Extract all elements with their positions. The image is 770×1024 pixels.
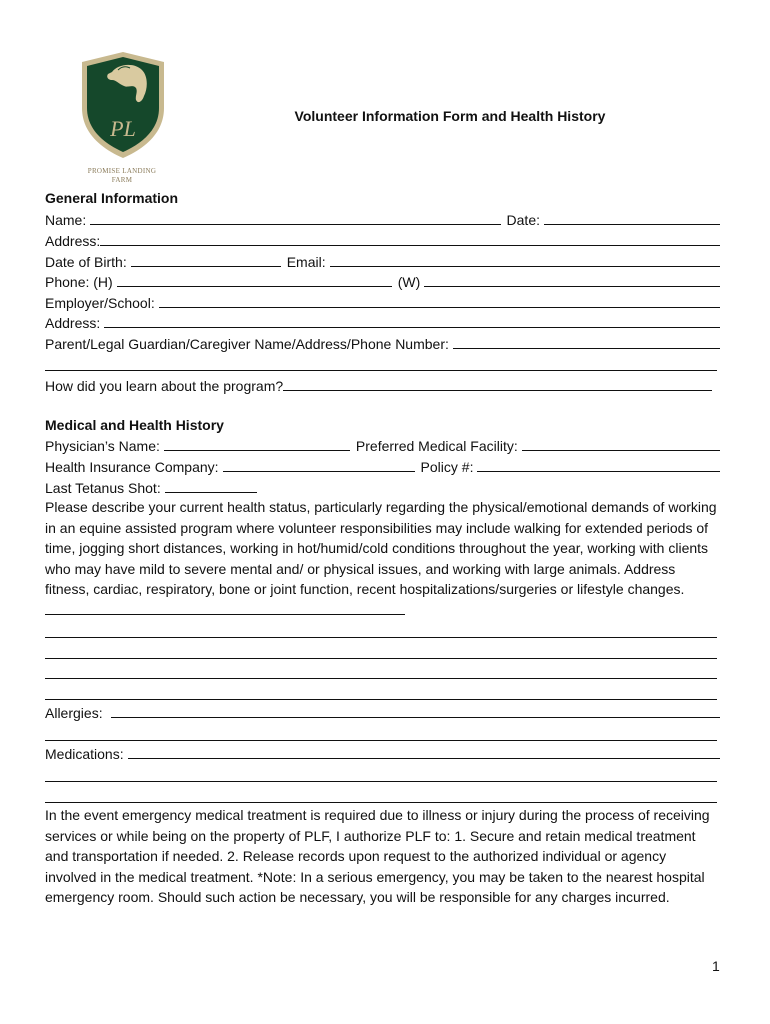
address-label: Address: bbox=[45, 233, 101, 249]
email-field[interactable] bbox=[330, 252, 720, 267]
phone-row bbox=[45, 270, 720, 290]
policy-label: Policy #: bbox=[420, 459, 474, 475]
medications-line-1[interactable] bbox=[45, 781, 717, 782]
learn-row bbox=[45, 374, 720, 394]
medical-heading: Medical and Health History bbox=[45, 417, 224, 433]
insurance-row bbox=[45, 455, 720, 475]
phone-home-field[interactable] bbox=[117, 272, 392, 287]
form-title: Volunteer Information Form and Health History bbox=[294, 108, 606, 124]
learn-label: How did you learn about the program? bbox=[45, 378, 284, 394]
farm-logo bbox=[78, 50, 168, 160]
page-number: 1 bbox=[712, 958, 720, 974]
medications-line-2[interactable] bbox=[45, 802, 717, 803]
physician-label: Physician’s Name: bbox=[45, 438, 160, 454]
health-status-question: Please describe your current health status, particularly regarding the physical/emotional demands of working in an equine assisted program where volunteer responsibilities may include walking for extended periods of time, jogging short distances, working in hot/humid/cold conditions throughout the year, working with clients who may have mild to severe mental and/ or physical issues, and working with large animals. Address fitness, cardiac, respiratory, bone or joint function, recent hospitalizations/surgeries or lifestyle changes. bbox=[45, 497, 720, 620]
address-row bbox=[45, 229, 720, 249]
employer-address-field[interactable] bbox=[104, 313, 720, 328]
dob-field[interactable] bbox=[131, 252, 281, 267]
dob-email-row bbox=[45, 250, 720, 270]
tetanus-row bbox=[45, 476, 720, 496]
health-status-line-4[interactable] bbox=[45, 699, 717, 700]
guardian-row bbox=[45, 332, 720, 352]
medications-label: Medications: bbox=[45, 746, 124, 762]
physician-field[interactable] bbox=[164, 436, 350, 451]
health-status-line-2[interactable] bbox=[45, 658, 717, 659]
farm-name: PROMISE LANDING FARM bbox=[87, 167, 157, 184]
physician-row bbox=[45, 434, 720, 454]
tetanus-field[interactable] bbox=[165, 478, 257, 493]
consent-paragraph: In the event emergency medical treatment is required due to illness or injury during the process of receiving services or while being on the property of PLF, I authorize PLF to: 1. Secure and retain medical treatment and transportation if needed. 2. Release records upon request to the authorized individual or agency involved in the medical treatment. *Note: In a serious emergency, you may be taken to the nearest hospital emergency room. Should such action be necessary, you will be responsible for any charges incurred. bbox=[45, 807, 710, 905]
facility-label: Preferred Medical Facility: bbox=[355, 438, 518, 454]
phone-home-label: Phone: (H) bbox=[45, 274, 113, 290]
policy-field[interactable] bbox=[477, 457, 720, 472]
employer-address-label: Address: bbox=[45, 315, 101, 331]
medications-field[interactable] bbox=[128, 744, 720, 759]
learn-field[interactable] bbox=[283, 376, 712, 391]
facility-field[interactable] bbox=[522, 436, 720, 451]
guardian-field[interactable] bbox=[453, 334, 720, 349]
employer-row bbox=[45, 291, 720, 311]
name-label: Name: bbox=[45, 212, 87, 228]
allergies-field[interactable] bbox=[111, 703, 720, 718]
phone-work-label: (W) bbox=[397, 274, 421, 290]
guardian-extra-line[interactable] bbox=[45, 370, 717, 371]
date-label: Date: bbox=[506, 212, 540, 228]
name-date-row bbox=[45, 208, 720, 228]
employer-field[interactable] bbox=[159, 293, 720, 308]
employer-address-row bbox=[45, 311, 720, 331]
insurance-field[interactable] bbox=[223, 457, 415, 472]
medications-row bbox=[45, 742, 720, 762]
allergies-label: Allergies: bbox=[45, 705, 103, 721]
employer-label: Employer/School: bbox=[45, 295, 155, 311]
name-field[interactable] bbox=[90, 210, 500, 225]
health-status-field[interactable] bbox=[45, 602, 405, 615]
guardian-label: Parent/Legal Guardian/Caregiver Name/Address/Phone Number: bbox=[45, 336, 449, 352]
allergies-extra-line[interactable] bbox=[45, 740, 717, 741]
insurance-label: Health Insurance Company: bbox=[45, 459, 219, 475]
dob-label: Date of Birth: bbox=[45, 254, 127, 270]
email-label: Email: bbox=[286, 254, 326, 270]
allergies-row bbox=[45, 701, 720, 721]
general-info-heading: General Information bbox=[45, 190, 179, 206]
health-status-line-3[interactable] bbox=[45, 678, 717, 679]
phone-work-field[interactable] bbox=[424, 272, 720, 287]
health-status-line-1[interactable] bbox=[45, 637, 717, 638]
address-field[interactable] bbox=[100, 231, 720, 246]
shield-horse-icon bbox=[78, 50, 168, 160]
svg-text:PL: PL bbox=[110, 116, 136, 141]
date-field[interactable] bbox=[544, 210, 720, 225]
tetanus-label: Last Tetanus Shot: bbox=[45, 480, 161, 496]
